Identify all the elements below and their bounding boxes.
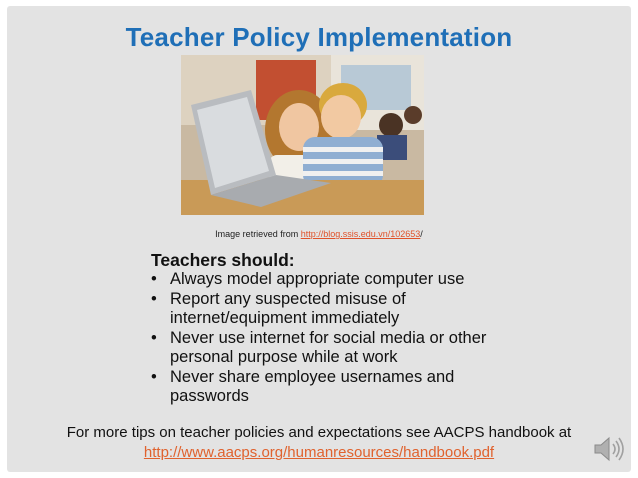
bullet-dot: •	[151, 270, 157, 288]
speaker-icon[interactable]	[592, 434, 626, 464]
slide-title: Teacher Policy Implementation	[125, 22, 513, 52]
bullet-dot: •	[151, 367, 157, 386]
bullet-list	[150, 270, 510, 407]
handbook-link[interactable]: http://www.aacps.org/humanresources/handbook.pdf	[143, 444, 495, 461]
caption-link[interactable]: http://blog.ssis.edu.vn/102653	[300, 229, 421, 239]
list-item	[150, 368, 510, 407]
image-caption	[0, 229, 638, 239]
list-item	[150, 270, 510, 290]
bullet-dot: •	[151, 328, 157, 347]
list-item	[150, 290, 510, 329]
bullet-text: Always model appropriate computer use	[170, 270, 465, 288]
bullet-dot: •	[151, 289, 157, 308]
caption-prefix: Image retrieved from	[215, 229, 301, 239]
list-item	[150, 329, 510, 368]
footer-text: For more tips on teacher policies and expectations see AACPS handbook at	[66, 424, 572, 441]
caption-suffix: /	[420, 229, 423, 239]
footer-note	[0, 423, 638, 463]
bullet-text: Never use internet for social media or other personal purpose while at work	[170, 328, 487, 366]
list-heading: Teachers should:	[151, 250, 295, 270]
bullet-text: Report any suspected misuse of internet/equipment immediately	[170, 289, 406, 327]
bullet-text: Never share employee usernames and passwords	[170, 367, 455, 405]
classroom-photo	[181, 55, 424, 215]
